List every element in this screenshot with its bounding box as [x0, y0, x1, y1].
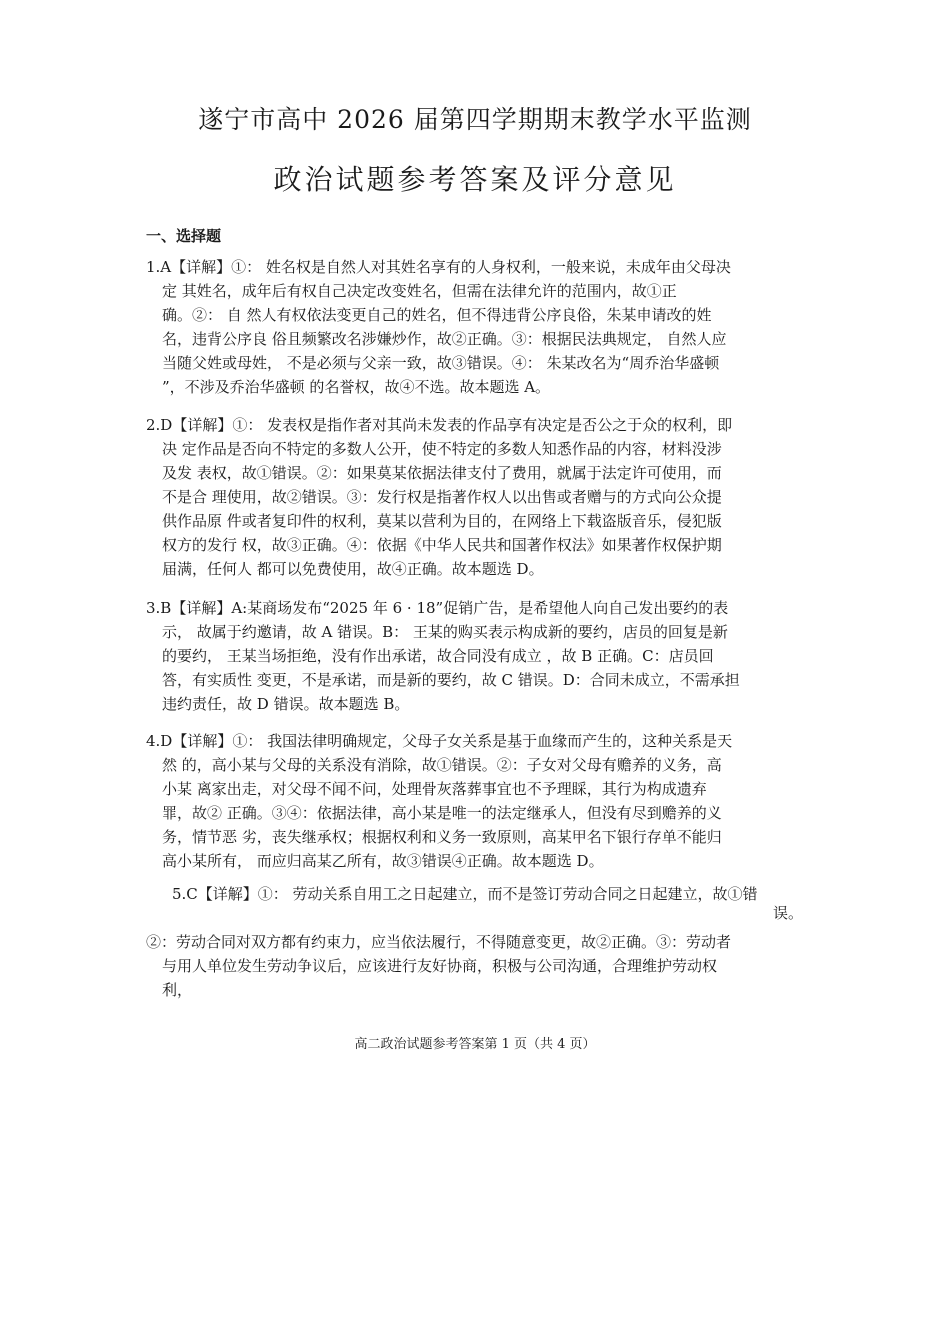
question-line: 务，情节恶 劣，丧失继承权；根据权利和义务一致原则，高某甲名下银行存单不能归 [162, 828, 722, 846]
question-line: 3.B【详解】A:某商场发布“2025 年 6 · 18”促销广告，是希望他人向自己发出要约的表 [146, 599, 729, 617]
page-footer: 高二政治试题参考答案第 1 页（共 4 页） [354, 1037, 596, 1052]
question-line: 权方的发行 权，故③正确。④：依据《中华人民共和国著作权法》如果著作权保护期 [162, 536, 722, 554]
question-line: 违约责任，故 D 错误。故本题选 B。 [162, 695, 410, 713]
question-line: 4.D【详解】①： 我国法律明确规定，父母子女关系是基于血缘而产生的，这种关系是天 [146, 732, 733, 750]
page-subtitle: 政治试题参考答案及评分意见 [273, 163, 677, 196]
question-line: 不是合 理使用，故②错误。③：发行权是指著作权人以出售或者赠与的方式向公众提 [162, 488, 722, 506]
question-line: 名，违背公序良 俗且频繁改名涉嫌炒作，故②正确。③：根据民法典规定， 自然人应 [162, 330, 727, 348]
question-line: 示， 故属于约邀请，故 A 错误。B： 王某的购买表示构成新的要约，店员的回复是新 [162, 623, 728, 641]
question-line: 高小某所有， 而应归高某乙所有，故③错误④正确。故本题选 D。 [162, 852, 604, 870]
question-line: 与用人单位发生劳动争议后，应该进行友好协商，积极与公司沟通，合理维护劳动权 [162, 957, 718, 975]
page-title: 遂宁市高中 2026 届第四学期期末教学水平监测 [198, 105, 752, 134]
question-line: 确。②： 自 然人有权依法变更自己的姓名，但不得违背公序良俗，朱某申请改的姓 [162, 306, 712, 324]
question-line: 供作品原 件或者复印件的权利，莫某以营利为目的，在网络上下载盗版音乐，侵犯版 [162, 512, 722, 530]
question-4 [146, 729, 732, 873]
question-5-body [146, 930, 731, 1002]
question-2 [146, 413, 732, 581]
question-line: 然 的，高小某与父母的关系没有消除，故①错误。②：子女对父母有赡养的义务，高 [162, 756, 722, 774]
question-line: 定 其姓名，成年后有权自己决定改变姓名，但需在法律允许的范围内，故①正 [162, 282, 677, 300]
question-line: 罪，故② 正确。③④：依据法律，高小某是唯一的法定继承人，但没有尽到赡养的义 [162, 804, 722, 822]
section-heading: 一、选择题 [146, 227, 222, 245]
question-5-tail: 误。 [773, 904, 804, 922]
question-1 [146, 255, 731, 399]
question-line: 答，有实质性 变更，不是承诺，而是新的要约，故 C 错误。D：合同未成立，不需承担 [162, 671, 740, 689]
question-line: 2.D【详解】①： 发表权是指作者对其尚未发表的作品享有决定是否公之于众的权利，即 [146, 416, 733, 434]
question-line: ”，不涉及乔治华盛顿 的名誉权，故④不选。故本题选 A。 [162, 378, 551, 396]
question-5-head: 5.C【详解】①： 劳动关系自用工之日起建立，而不是签订劳动合同之日起建立，故①错 [172, 885, 758, 903]
question-line: ②：劳动合同对双方都有约束力，应当依法履行，不得随意变更，故②正确。③：劳动者 [146, 933, 732, 951]
question-3 [146, 596, 740, 716]
question-line: 及发 表权，故①错误。②：如果莫某依据法律支付了费用，就属于法定许可使用，而 [162, 464, 722, 482]
question-line: 决 定作品是否向不特定的多数人公开，使不特定的多数人知悉作品的内容，材料没涉 [162, 440, 722, 458]
question-line: 当随父姓或母姓， 不是必须与父亲一致，故③错误。④： 朱某改名为“周乔治华盛顿 [162, 354, 720, 372]
question-line: 1.A【详解】①： 姓名权是自然人对其姓名享有的人身权利，一般来说，未成年由父母决 [146, 258, 731, 276]
question-line: 届满，任何人 都可以免费使用，故④正确。故本题选 D。 [162, 560, 544, 578]
question-line: 的要约， 王某当场拒绝，没有作出承诺，故合同没有成立 ，故 B 正确。C：店员回 [162, 647, 714, 665]
question-line: 小某 离家出走，对父母不闻不问，处理骨灰落葬事宜也不予理睬，其行为构成遗弃 [162, 780, 707, 798]
question-line: 利， [162, 981, 193, 999]
